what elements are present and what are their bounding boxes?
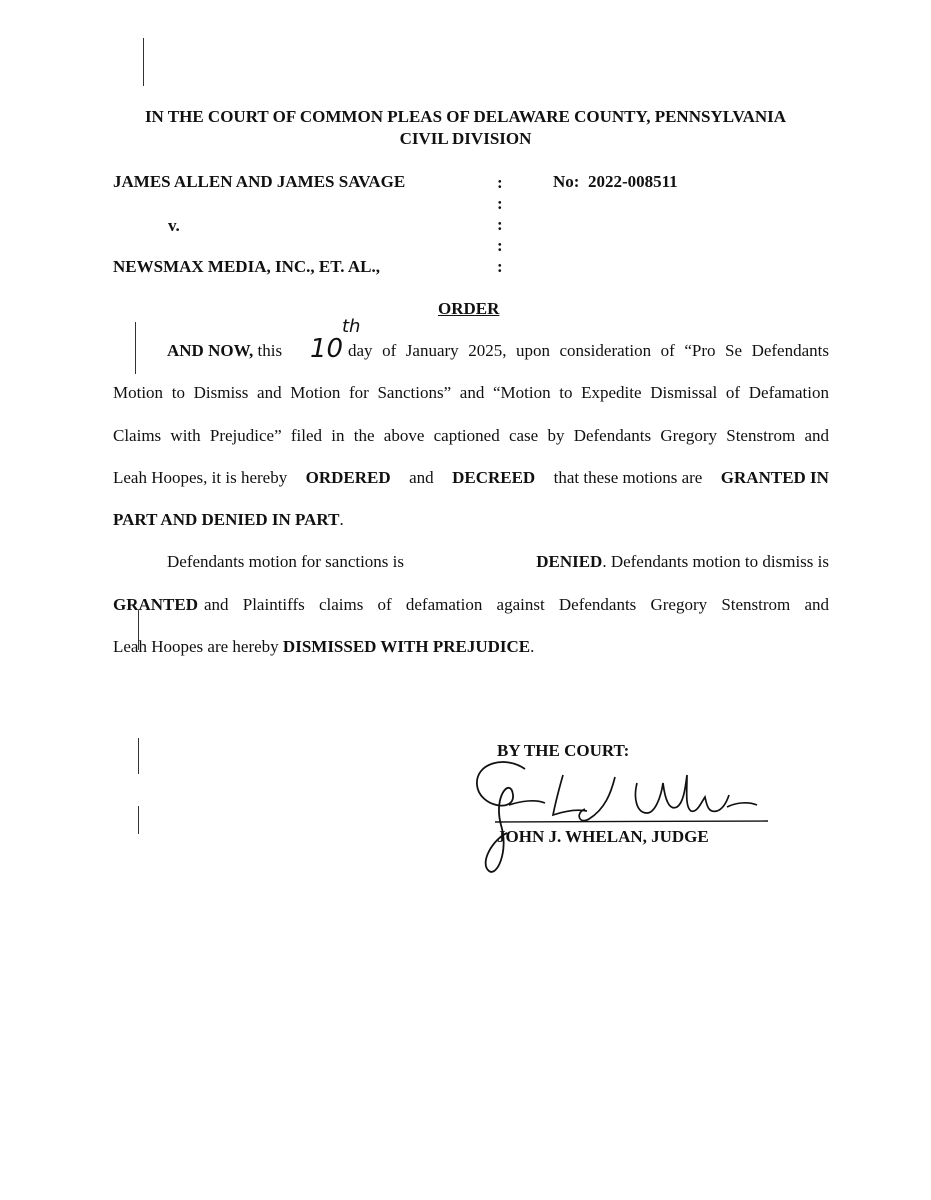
case-number-label: No: — [553, 172, 580, 191]
handwritten-day: 10 — [310, 334, 344, 364]
order-paragraph-2-line-1 — [167, 552, 829, 572]
caption-separator: : — [497, 173, 503, 192]
order-text: Leah Hoopes are hereby — [113, 637, 279, 656]
order-text: Leah Hoopes, it is hereby — [113, 468, 288, 487]
case-number — [553, 172, 678, 192]
court-name: IN THE COURT OF COMMON PLEAS OF DELAWARE COUNTY, PENNSYLVANIA — [144, 107, 787, 126]
order-text: day of January 2025, upon consideration of “Pro Se Defendants — [348, 341, 829, 360]
judge-name: JOHN J. WHELAN, JUDGE — [497, 827, 709, 846]
order-text: Defendants motion for sanctions is — [167, 552, 405, 571]
scan-mark — [138, 806, 139, 834]
denied-text: DENIED — [536, 552, 603, 571]
order-text: this — [257, 341, 283, 360]
part-denied-text: PART AND DENIED IN PART — [113, 510, 340, 529]
order-paragraph-1-line-3: Claims with Prejudice” filed in the above captioned case by Defendants Gregory Stenstrom and — [113, 426, 829, 445]
and-now-text: AND NOW, — [167, 341, 254, 360]
caption-separator: : — [497, 257, 503, 276]
scan-mark — [138, 738, 139, 774]
order-paragraph-2-line-3 — [113, 637, 534, 657]
caption-separator: : — [497, 236, 503, 255]
order-text: . Defendants motion to dismiss is — [602, 552, 829, 571]
decreed-text: DECREED — [452, 468, 536, 487]
order-paragraph-2-line-2 — [113, 595, 829, 615]
defendants-name: NEWSMAX MEDIA, INC., ET. AL., — [113, 257, 380, 276]
granted-in-text: GRANTED IN — [720, 468, 829, 487]
by-the-court-label: BY THE COURT: — [497, 741, 630, 760]
scan-mark — [143, 38, 144, 86]
handwritten-day-suffix: th — [342, 316, 361, 337]
case-number-value: 2022-008511 — [587, 172, 678, 191]
court-division: CIVIL DIVISION — [399, 129, 532, 148]
order-title: ORDER — [438, 299, 500, 318]
order-paragraph-1-line-1 — [167, 341, 282, 361]
caption-separator: : — [497, 194, 503, 213]
order-text: . — [339, 510, 344, 529]
order-text: that these motions are — [553, 468, 703, 487]
dismissed-text: DISMISSED WITH PREJUDICE — [282, 637, 531, 656]
order-paragraph-1-line-1b — [348, 341, 829, 361]
order-paragraph-1-line-4 — [113, 468, 829, 488]
order-paragraph-1-line-2: Motion to Dismiss and Motion for Sanctions” and “Motion to Expedite Dismissal of Defamation — [113, 383, 829, 402]
order-text: . — [530, 637, 535, 656]
order-text: and Plaintiffs claims of defamation against Defendants Gregory Stenstrom and — [204, 595, 829, 614]
caption-separator: : — [497, 215, 503, 234]
judge-signature — [465, 755, 785, 885]
plaintiffs-name: JAMES ALLEN AND JAMES SAVAGE — [113, 172, 406, 191]
order-paragraph-1-line-5 — [113, 510, 344, 530]
granted-text: GRANTED — [113, 595, 199, 614]
ordered-text: ORDERED — [305, 468, 391, 487]
scan-mark — [135, 322, 136, 374]
order-text: and — [409, 468, 434, 487]
versus-label: v. — [168, 216, 180, 235]
